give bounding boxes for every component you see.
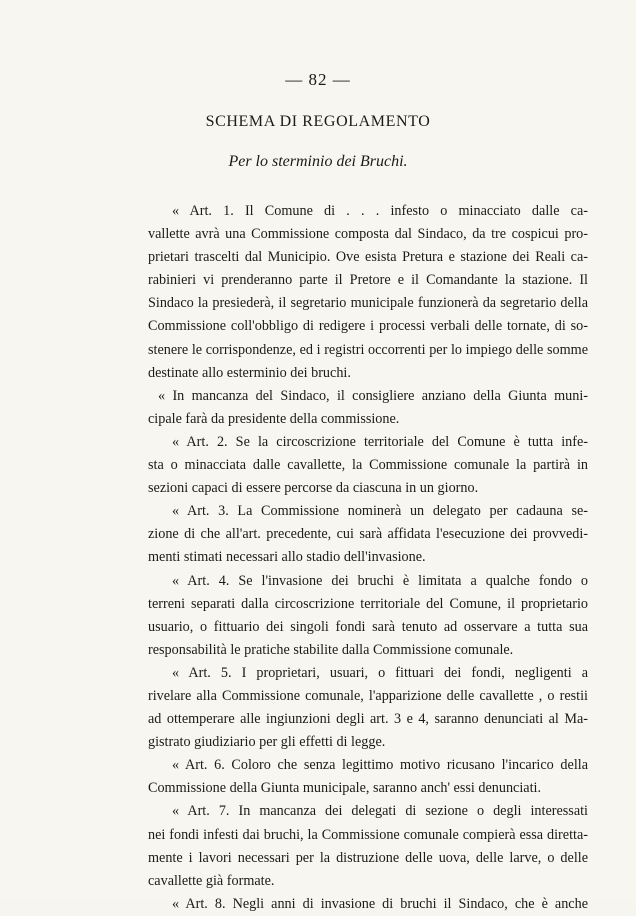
text-line: Sindaco la presiederà, il segretario municipale funzionerà da segretario della: [148, 295, 588, 312]
text-line: rivelare alla Commissione comunale, l'apparizione delle cavallette , o restii: [148, 687, 588, 704]
section-title: SCHEMA DI REGOLAMENTO: [205, 113, 431, 130]
text-line: « Art. 4. Se l'invasione dei bruchi è limitata a qualche fondo o: [172, 572, 588, 589]
text-line: zione di che all'art. precedente, cui sarà affidata l'esecuzione dei provvedi-: [148, 526, 588, 543]
text-line: « Art. 1. Il Comune di . . . infesto o minacciato dalle ca-: [172, 203, 588, 219]
text-line: stenere le corrispondenze, ed i registri occorrenti per lo impiego delle somme: [148, 341, 588, 358]
text-line: Commissione coll'obbligo di redigere i processi verbali delle tornate, di so-: [148, 318, 588, 335]
text-line: « Art. 8. Negli anni di invasione di bruchi il Sindaco, che è anche: [172, 895, 588, 912]
text-line: « In mancanza del Sindaco, il consigliere anziano della Giunta muni-: [158, 387, 588, 404]
text-line: destinate allo esterminio dei bruchi.: [148, 364, 351, 381]
text-line: ad ottemperare alle ingiunzioni degli art. 3 e 4, saranno denunciati al Ma-: [148, 711, 588, 728]
text-line: prietari trascelti dal Municipio. Ove esista Pretura e stazione dei Reali ca-: [148, 249, 588, 266]
text-line: terreni separati dalla circoscrizione territoriale del Comune, il proprietario: [148, 595, 588, 612]
text-line: mente i lavori necessari per la distruzione delle uova, delle larve, o delle: [148, 849, 588, 866]
text-line: vallette avrà una Commissione composta dal Sindaco, da tre cospicui pro-: [148, 226, 588, 243]
text-line: « Art. 5. I proprietari, usuari, o fittuari dei fondi, negligenti a: [172, 664, 588, 681]
page-number: — 82 —: [285, 70, 351, 89]
text-line: « Art. 7. In mancanza dei delegati di sezione o degli interessati: [172, 803, 588, 820]
text-line: menti stimati necessari allo stadio dell'invasione.: [148, 549, 426, 566]
text-line: cipale farà da presidente della commissione.: [148, 410, 400, 427]
text-line: nei fondi infesti dai bruchi, la Commissione comunale compierà essa diretta-: [148, 826, 588, 843]
section-subtitle: Per lo sterminio dei Bruchi.: [228, 153, 408, 170]
text-line: responsabilità le pratiche stabilite dalla Commissione comunale.: [148, 641, 514, 658]
text-line: cavallette già formate.: [148, 872, 275, 889]
text-line: sta o minacciata dalle cavallette, la Commissione comunale la partirà in: [148, 457, 588, 474]
text-line: usuario, o fittuario dei singoli fondi sarà tenuto ad osservare a tutta sua: [148, 618, 588, 635]
body-text: [148, 200, 588, 916]
text-line: Commissione della Giunta municipale, saranno anch' essi denunciati.: [148, 780, 542, 797]
text-line: « Art. 6. Coloro che senza legittimo motivo ricusano l'incarico della: [172, 757, 588, 774]
text-line: « Art. 3. La Commissione nominerà un delegato per cadauna se-: [172, 503, 588, 520]
text-line: rabinieri vi prenderanno parte il Pretore e il Comandante la stazione. Il: [148, 272, 588, 289]
text-line: gistrato giudiziario per gli effetti di legge.: [148, 734, 386, 751]
text-line: sezioni capaci di essere percorse da ciascuna in un giorno.: [148, 480, 479, 497]
text-line: « Art. 2. Se la circoscrizione territoriale del Comune è tutta infe-: [172, 433, 588, 450]
